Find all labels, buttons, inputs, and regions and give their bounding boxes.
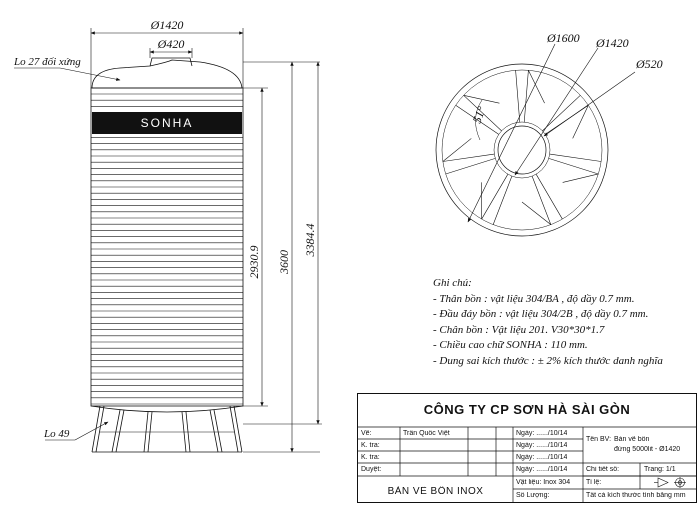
frame-spoke [443, 154, 495, 174]
top-body-circle [442, 70, 602, 230]
drawing-name: BẢN VẼ BỒN INOX [387, 486, 484, 497]
top-view-dimensions [468, 44, 635, 222]
material-label: Vật liệu: Inox 304 [516, 479, 571, 486]
dim-height-total: 3600 [277, 250, 291, 274]
page-label: Trang: 1/1 [644, 466, 676, 473]
frame-spoke [516, 70, 529, 122]
dim-inner-diameter: Ø520 [636, 57, 663, 71]
front-view-dimensions [14, 28, 322, 452]
title-block [357, 393, 697, 503]
drawing-title-line1: Bản vẽ bồn [614, 436, 650, 443]
top-inner-circle [498, 126, 546, 174]
tank-body [91, 88, 243, 406]
row-label: Vẽ: [361, 430, 372, 437]
frame-spoke [532, 174, 562, 224]
tank-legs [92, 406, 242, 452]
top-view-frame [443, 70, 601, 224]
dim-angle: 51° [469, 104, 489, 126]
scale-symbol [654, 477, 686, 488]
row-label: K. tra: [361, 442, 380, 449]
note-item: - Chiều cao chữ SONHA : 110 mm. [433, 339, 588, 351]
row-label: Duyệt: [361, 466, 382, 473]
top-view [436, 64, 608, 236]
dim-body-height: 2930.9 [247, 245, 261, 279]
units-note: Tất cả kích thước tính bằng mm [586, 492, 686, 499]
frame-spoke [549, 154, 601, 174]
note-item: - Đầu đáy bồn : vật liệu 304/2B , độ dầy 0.7 mm. [433, 308, 649, 320]
frame-brace [464, 95, 500, 103]
tank-dome [92, 60, 242, 88]
frame-spoke [482, 174, 512, 224]
notes-title: Ghi chú: [433, 277, 472, 289]
dim-body-diameter: Ø1420 [596, 36, 629, 50]
dim-inlet-diameter: Ø420 [157, 37, 185, 51]
tank-bottom [91, 406, 243, 412]
company-name: CÔNG TY CP SƠN HÀ SÀI GÒN [423, 402, 631, 417]
quantity-label: Số Lượng: [516, 492, 550, 499]
drawing-title-label: Tên BV: [586, 436, 612, 443]
frame-brace [563, 174, 599, 182]
row-date: Ngày: ....../10/14 [516, 466, 568, 473]
row-date: Ngày: ....../10/14 [516, 454, 568, 461]
brand-band-text: SONHA [140, 116, 194, 130]
frame-brace [528, 70, 544, 103]
top-outer-circle [436, 64, 608, 236]
label-bottom-opening: Lo 49 [44, 428, 70, 440]
row-label: K. tra: [361, 454, 380, 461]
row-date: Ngày: ....../10/14 [516, 430, 568, 437]
dim-outer-diameter: Ø1600 [547, 31, 580, 45]
tank-ribs [91, 94, 243, 404]
frame-spoke [542, 95, 588, 134]
detail-label: Chi tiết số: [586, 466, 620, 473]
row-date: Ngày: ....../10/14 [516, 442, 568, 449]
scale-label: Tỉ lệ: [586, 479, 602, 486]
note-item: - Chân bồn : Vật liệu 201. V30*30*1.7 [433, 323, 605, 336]
dim-top-diameter: Ø1420 [150, 18, 184, 32]
notes-section [433, 276, 695, 369]
drawing-title-line2: đứng 5000lit - Ø1420 [614, 446, 681, 453]
dim-height-overall: 3384.4 [303, 223, 317, 257]
note-item: - Dung sai kích thước : ± 2% kích thước danh nghĩa [433, 354, 663, 367]
note-item: - Thân bồn : vật liệu 304/BA , độ dầy 0.7 mm. [433, 292, 635, 305]
row-name: Trần Quốc Việt [403, 430, 450, 437]
label-top-opening: Lo 27 đối xứng [14, 56, 81, 68]
